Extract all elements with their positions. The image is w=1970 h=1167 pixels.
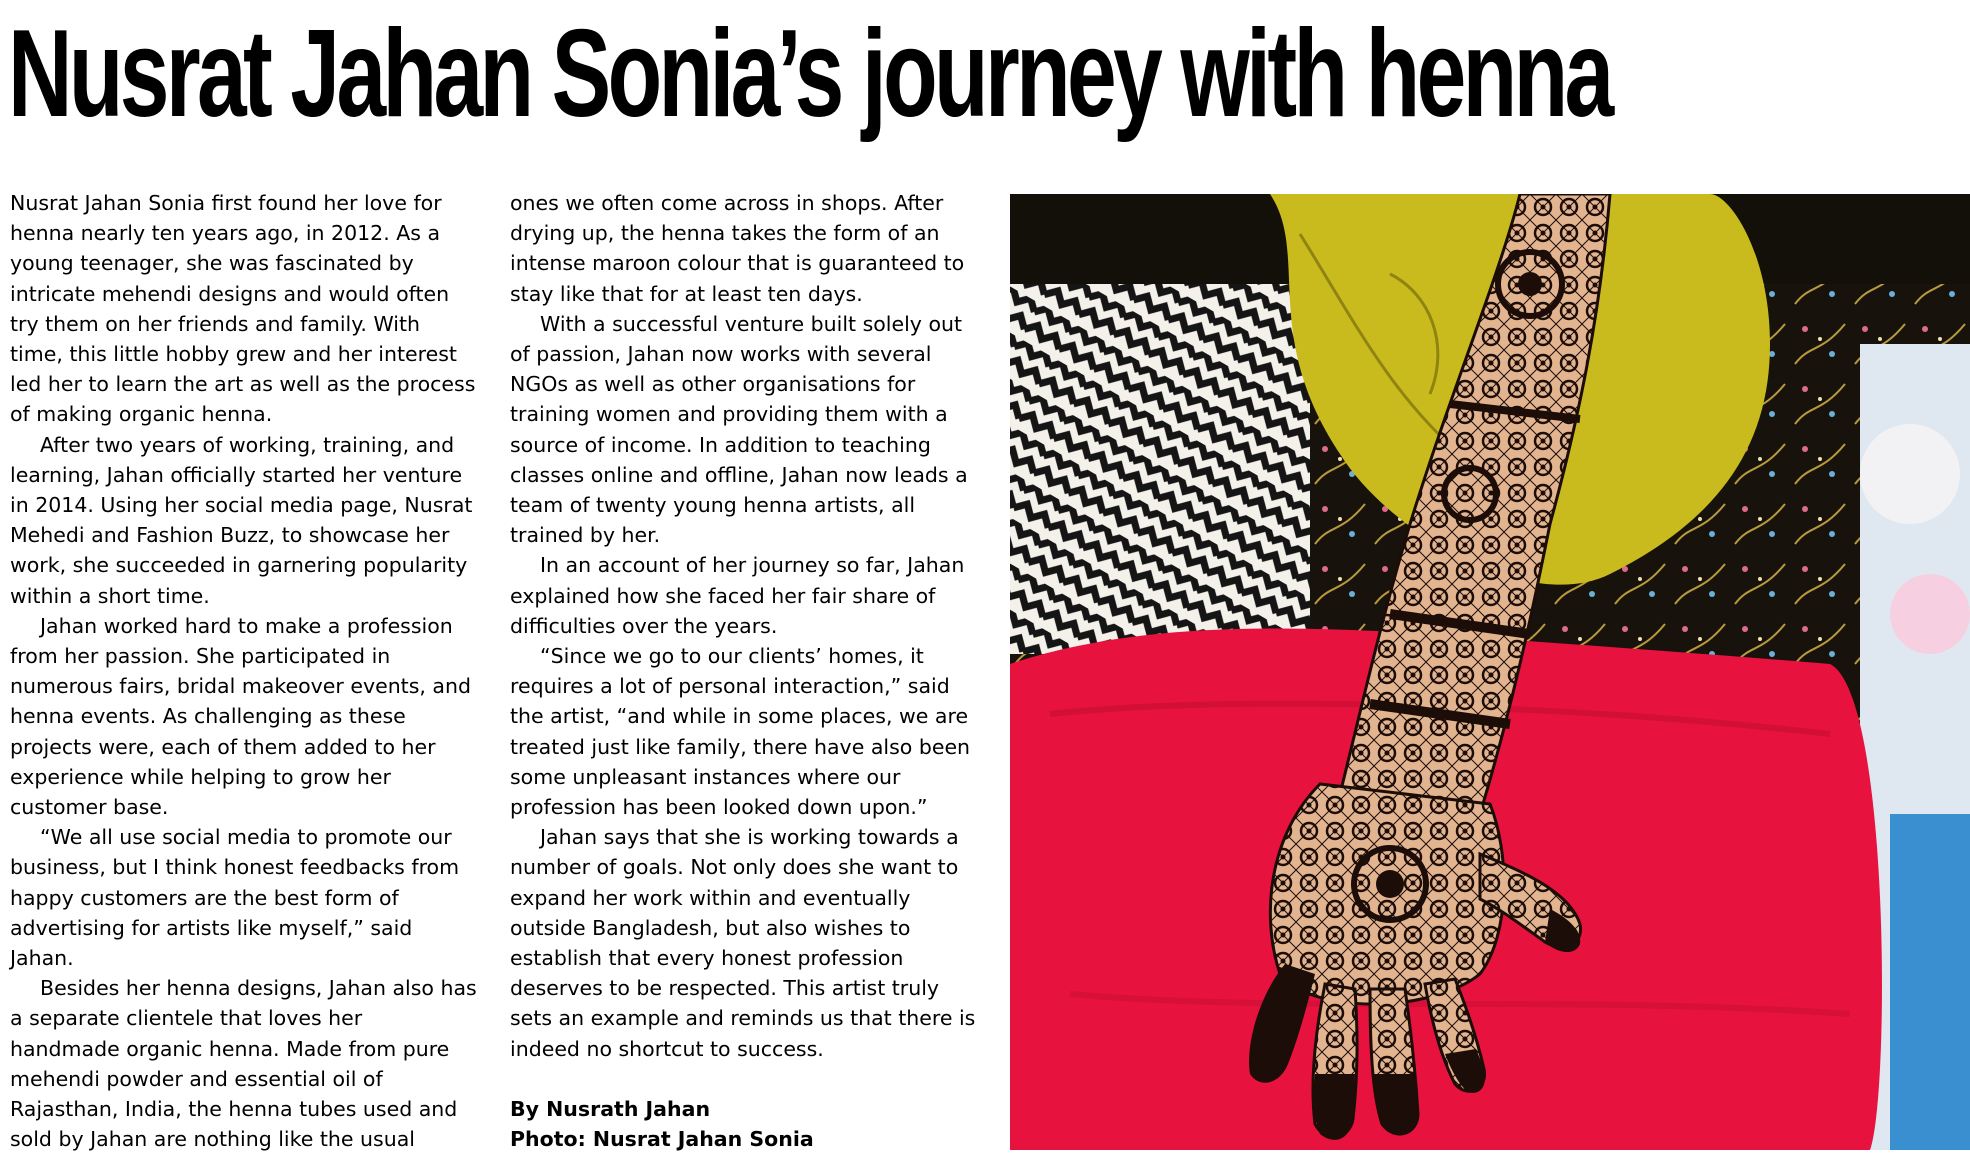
byline: By Nusrath Jahan	[510, 1096, 711, 1121]
paragraph: Besides her henna designs, Jahan also has a separate clientele that loves her handmade organic henna. Made from pure mehendi powder and essential oil of Rajasthan, India, the henna tubes used and sold by Jahan are nothing like the usual	[10, 976, 477, 1152]
henna-arm-illustration	[1010, 194, 1970, 1150]
paragraph: Jahan says that she is working towards a number of goals. Not only does she want to expand her work within and eventually outside Bangladesh, but also wishes to establish that every honest profession deserves to be respected. This artist truly sets an example and reminds us that there is indeed no shortcut to success.	[510, 825, 976, 1061]
henna-photo	[1010, 194, 1970, 1150]
paragraph: “Since we go to our clients’ homes, it requires a lot of personal interaction,” said the artist, “and while in some places, we are treated just like family, there have also been some unpleasant instances where our profession has been looked down upon.”	[510, 644, 971, 820]
byline-block	[510, 1094, 980, 1154]
headline: Nusrat Jahan Sonia’s journey with henna	[8, 5, 1611, 143]
paragraph: ones we often come across in shops. After drying up, the henna takes the form of an intense maroon colour that is guaranteed to stay like that for at least ten days.	[510, 191, 965, 306]
article-column-1	[10, 188, 478, 1155]
paragraph: Jahan worked hard to make a profession from her passion. She participated in numerous fairs, bridal makeover events, and henna events. As challenging as these projects were, each of them added to her experience while helping to grow her customer base.	[10, 613, 471, 820]
paragraph: After two years of working, training, and learning, Jahan officially started her venture in 2014. Using her social media page, Nusrat Mehedi and Fashion Buzz, to showcase her work, she succeeded in garnering popularity within a short time.	[10, 432, 473, 608]
article-column-2	[510, 188, 980, 1154]
photo-credit: Photo: Nusrat Jahan Sonia	[510, 1126, 814, 1151]
paragraph: With a successful venture built solely out of passion, Jahan now works with several NGOs as well as other organisations for training women and providing them with a source of income. In addition to teaching classes online and offline, Jahan now leads a team of twenty young henna artists, all trained by her.	[510, 311, 968, 548]
paragraph: Nusrat Jahan Sonia first found her love for henna nearly ten years ago, in 2012. As a young teenager, she was fascinated by intricate mehendi designs and would often try them on her friends and family. With time, this little hobby grew and her interest led her to learn the art as well as the process of making organic henna.	[10, 191, 476, 427]
paragraph: In an account of her journey so far, Jahan explained how she faced her fair share of difficulties over the years.	[510, 553, 965, 638]
paragraph: “We all use social media to promote our business, but I think honest feedbacks from happy customers are the best form of advertising for artists like myself,” said Jahan.	[10, 825, 460, 971]
